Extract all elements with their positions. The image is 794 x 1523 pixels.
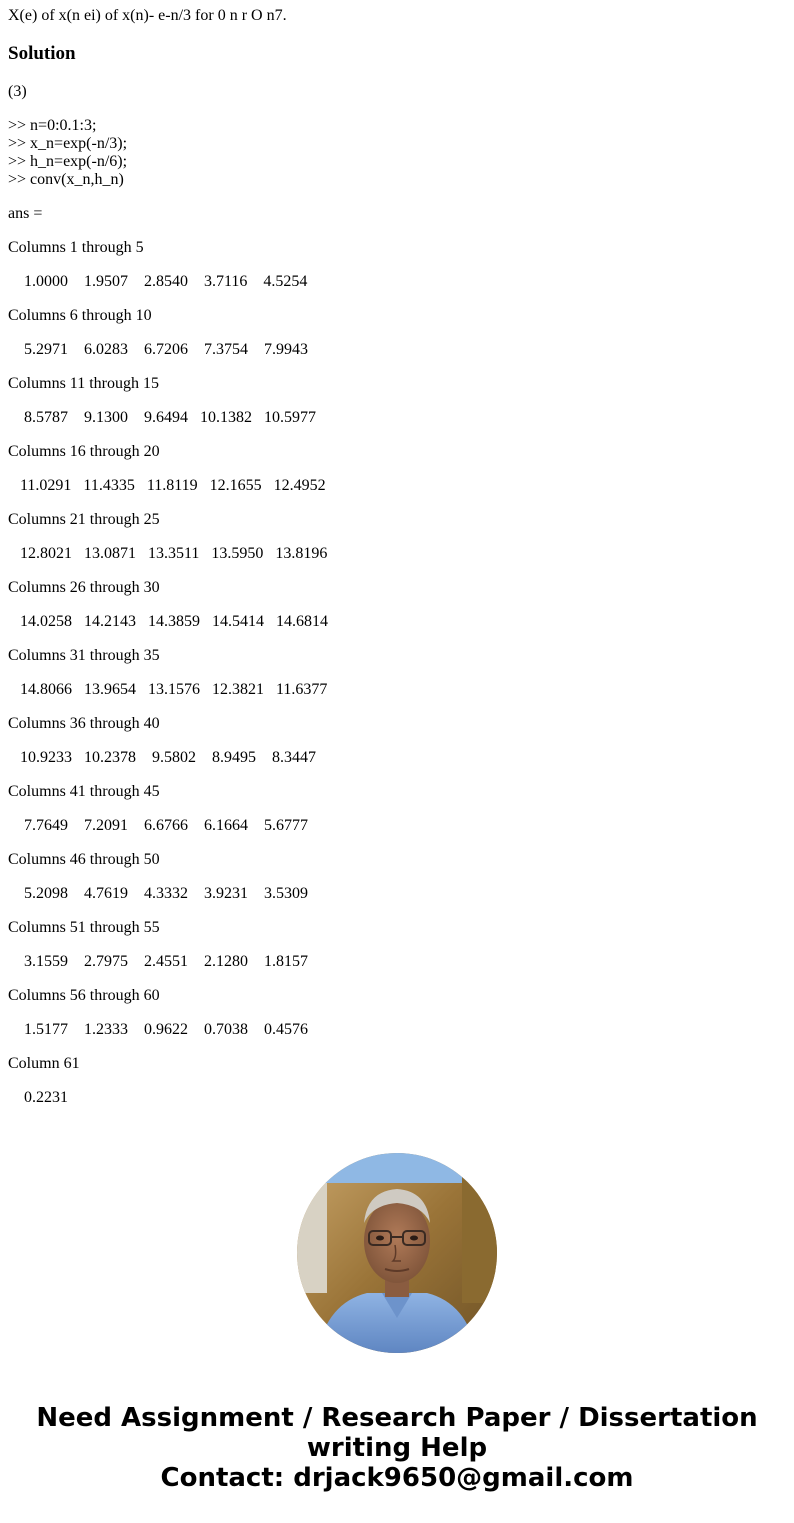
- column-group-header: Columns 16 through 20: [8, 443, 160, 460]
- column-group: [8, 919, 778, 971]
- column-group-values: 1.5177 1.2333 0.9622 0.7038 0.4576: [8, 1021, 308, 1038]
- column-group-values: 10.9233 10.2378 9.5802 8.9495 8.3447: [8, 749, 316, 766]
- column-group-header: Column 61: [8, 1055, 80, 1072]
- column-group-header: Columns 26 through 30: [8, 579, 160, 596]
- promo-line-1: Need Assignment / Research Paper / Dissertation: [36, 1403, 758, 1433]
- column-group-values: 3.1559 2.7975 2.4551 2.1280 1.8157: [8, 953, 308, 970]
- avatar-portrait-icon: [297, 1153, 497, 1353]
- ans-label: ans =: [8, 205, 43, 222]
- column-group-values: 8.5787 9.1300 9.6494 10.1382 10.5977: [8, 409, 316, 426]
- code-block: [8, 117, 778, 189]
- column-group-header: Columns 46 through 50: [8, 851, 160, 868]
- promo-contact[interactable]: Contact: drjack9650@gmail.com: [160, 1463, 634, 1493]
- column-group-values: 11.0291 11.4335 11.8119 12.1655 12.4952: [8, 477, 326, 494]
- column-group: [8, 987, 778, 1039]
- column-group: [8, 511, 778, 563]
- promo-line-2: writing Help: [306, 1433, 488, 1463]
- part-label: (3): [8, 83, 27, 100]
- document-body: [8, 0, 778, 1107]
- column-group-header: Columns 36 through 40: [8, 715, 160, 732]
- column-group-values: 1.0000 1.9507 2.8540 3.7116 4.5254: [8, 273, 308, 290]
- column-group-header: Columns 31 through 35: [8, 647, 160, 664]
- column-group: [8, 647, 778, 699]
- column-group: [8, 851, 778, 903]
- code-line: >> h_n=exp(-n/6);: [8, 153, 128, 170]
- column-group: [8, 239, 778, 291]
- column-group-values: 12.8021 13.0871 13.3511 13.5950 13.8196: [8, 545, 328, 562]
- column-group-header: Columns 21 through 25: [8, 511, 160, 528]
- column-group-values: 7.7649 7.2091 6.6766 6.1664 5.6777: [8, 817, 308, 834]
- promo-banner: [0, 1403, 794, 1493]
- column-group: [8, 307, 778, 359]
- column-group-header: Columns 41 through 45: [8, 783, 160, 800]
- column-group: [8, 375, 778, 427]
- column-group-values: 0.2231: [8, 1089, 68, 1106]
- column-group-header: Columns 6 through 10: [8, 307, 152, 324]
- code-line: >> x_n=exp(-n/3);: [8, 135, 128, 152]
- author-avatar: [297, 1153, 497, 1353]
- column-group: [8, 1055, 778, 1107]
- column-group: [8, 443, 778, 495]
- column-group: [8, 715, 778, 767]
- column-group: [8, 579, 778, 631]
- column-group-values: 14.8066 13.9654 13.1576 12.3821 11.6377: [8, 681, 328, 698]
- code-line: >> conv(x_n,h_n): [8, 171, 124, 188]
- column-group-header: Columns 51 through 55: [8, 919, 160, 936]
- column-group-header: Columns 11 through 15: [8, 375, 159, 392]
- column-group-values: 14.0258 14.2143 14.3859 14.5414 14.6814: [8, 613, 328, 630]
- column-group-values: 5.2971 6.0283 6.7206 7.3754 7.9943: [8, 341, 308, 358]
- code-line: >> n=0:0.1:3;: [8, 117, 97, 134]
- column-group-header: Columns 56 through 60: [8, 987, 160, 1004]
- question-text: X(e) of x(n ei) of x(n)- e-n/3 for 0 n r O n7.: [8, 7, 287, 24]
- solution-heading: Solution: [8, 43, 76, 64]
- column-group-header: Columns 1 through 5: [8, 239, 144, 256]
- column-group-values: 5.2098 4.7619 4.3332 3.9231 3.5309: [8, 885, 308, 902]
- column-group: [8, 783, 778, 835]
